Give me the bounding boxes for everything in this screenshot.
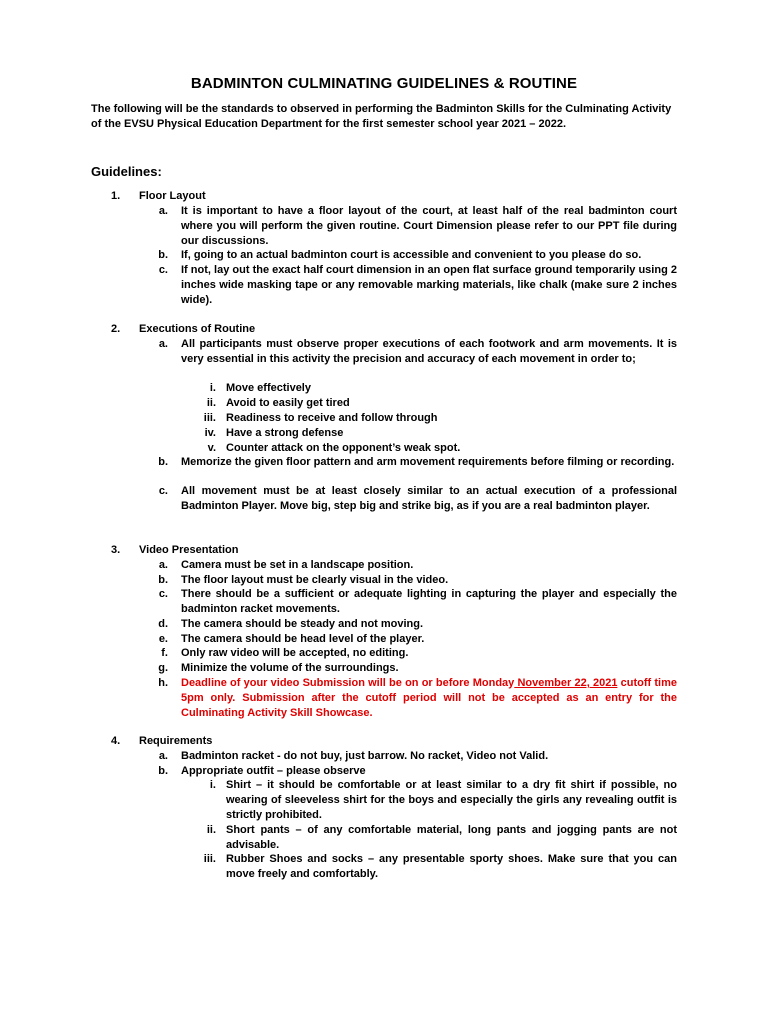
item-text: All movement must be at least closely similar to an actual execution of a professional Badminton Player. Move big, step big and strike big, as if you are a real badminton player. [181, 485, 677, 512]
item-text: The floor layout must be clearly visual in the video. [181, 574, 449, 586]
subitem-text: Move effectively [226, 382, 311, 394]
guidelines-heading: Guidelines: [91, 164, 162, 179]
subitem-marker: i. [209, 382, 216, 394]
item-marker: h. [158, 677, 168, 689]
item-marker: b. [158, 456, 168, 468]
item-text: Appropriate outfit – please observe [181, 765, 366, 777]
subitem-text: Readiness to receive and follow through [226, 412, 438, 424]
item-text: Memorize the given floor pattern and arm movement requirements before filming or recording. [181, 456, 675, 468]
section-number: 3. [111, 544, 121, 556]
deadline-text-after: cutoff time 5pm only. Submission after the cutoff period will not be accepted as an entry for the Culminating Activity Skill Showcase. [181, 677, 677, 719]
section-title: Floor Layout [139, 190, 206, 202]
item-marker: b. [158, 574, 168, 586]
section-title: Executions of Routine [139, 323, 256, 335]
section-number: 2. [111, 323, 121, 335]
subitem-marker: ii. [206, 397, 216, 409]
deadline-date: November 22, 2021 [514, 677, 618, 689]
item-text: All participants must observe proper executions of each footwork and arm movements. It is very essential in this activity the precision and accuracy of each movement in order to; [181, 338, 677, 365]
item-marker: c. [158, 588, 168, 600]
subitem-marker: iii. [203, 853, 216, 865]
item-marker: b. [158, 765, 168, 777]
item-marker: c. [158, 485, 168, 497]
subitem-text: Short pants – of any comfortable material, long pants and jogging pants are not advisable. [226, 824, 677, 851]
item-marker: a. [158, 338, 168, 350]
item-marker: c. [158, 264, 168, 276]
item-text: Only raw video will be accepted, no editing. [181, 647, 409, 659]
deadline-text-before: Deadline of your video Submission will be on or before Monday [181, 677, 515, 689]
item-text: The camera should be steady and not moving. [181, 618, 424, 630]
section-title: Video Presentation [139, 544, 239, 556]
item-text: Camera must be set in a landscape position. [181, 559, 414, 571]
deadline-text [181, 676, 677, 720]
item-text: The camera should be head level of the player. [181, 633, 425, 645]
subitem-text: Have a strong defense [226, 427, 344, 439]
subitem-marker: iv. [204, 427, 216, 439]
intro-paragraph: The following will be the standards to observed in performing the Badminton Skills for the Culminating Activity of the EVSU Physical Education Department for the first semester school year 2021 – 2022. [91, 103, 672, 130]
item-marker: f. [161, 647, 168, 659]
item-marker: e. [158, 633, 168, 645]
item-marker: a. [158, 559, 168, 571]
section-number: 4. [111, 735, 121, 747]
item-marker: a. [158, 750, 168, 762]
item-text: There should be a sufficient or adequate lighting in capturing the player and especially the badminton racket movements. [181, 588, 677, 615]
item-marker: g. [158, 662, 168, 674]
subitem-text: Avoid to easily get tired [226, 397, 350, 409]
item-text: It is important to have a floor layout of the court, at least half of the real badminton court where you will perform the given routine. Court Dimension please refer to our PPT file during our discussions. [181, 205, 677, 247]
item-marker: a. [158, 205, 168, 217]
section-number: 1. [111, 190, 121, 202]
subitem-text: Shirt – it should be comfortable or at least similar to a dry fit shirt if possible, no wearing of sleeveless shirt for the boys and especially the girls any revealing outfit is strictly prohibited. [226, 779, 677, 821]
section-title: Requirements [139, 735, 213, 747]
subitem-marker: iii. [203, 412, 216, 424]
document-title: BADMINTON CULMINATING GUIDELINES & ROUTINE [190, 75, 578, 92]
item-text: If, going to an actual badminton court is accessible and convenient to you please do so. [181, 249, 642, 261]
item-text: If not, lay out the exact half court dimension in an open flat surface ground temporarily using 2 inches wide masking tape or any removable marking materials, like chalk (make sure 2 inches wide). [181, 264, 677, 306]
item-marker: b. [158, 249, 168, 261]
subitem-marker: i. [209, 779, 216, 791]
subitem-marker: ii. [206, 824, 216, 836]
item-marker: d. [158, 618, 168, 630]
item-text: Badminton racket - do not buy, just barrow. No racket, Video not Valid. [181, 750, 549, 762]
subitem-text: Rubber Shoes and socks – any presentable sporty shoes. Make sure that you can move freely and comfortably. [226, 853, 677, 880]
subitem-text: Counter attack on the opponent’s weak spot. [226, 442, 461, 454]
item-text: Minimize the volume of the surroundings. [181, 662, 399, 674]
subitem-marker: v. [207, 442, 216, 454]
